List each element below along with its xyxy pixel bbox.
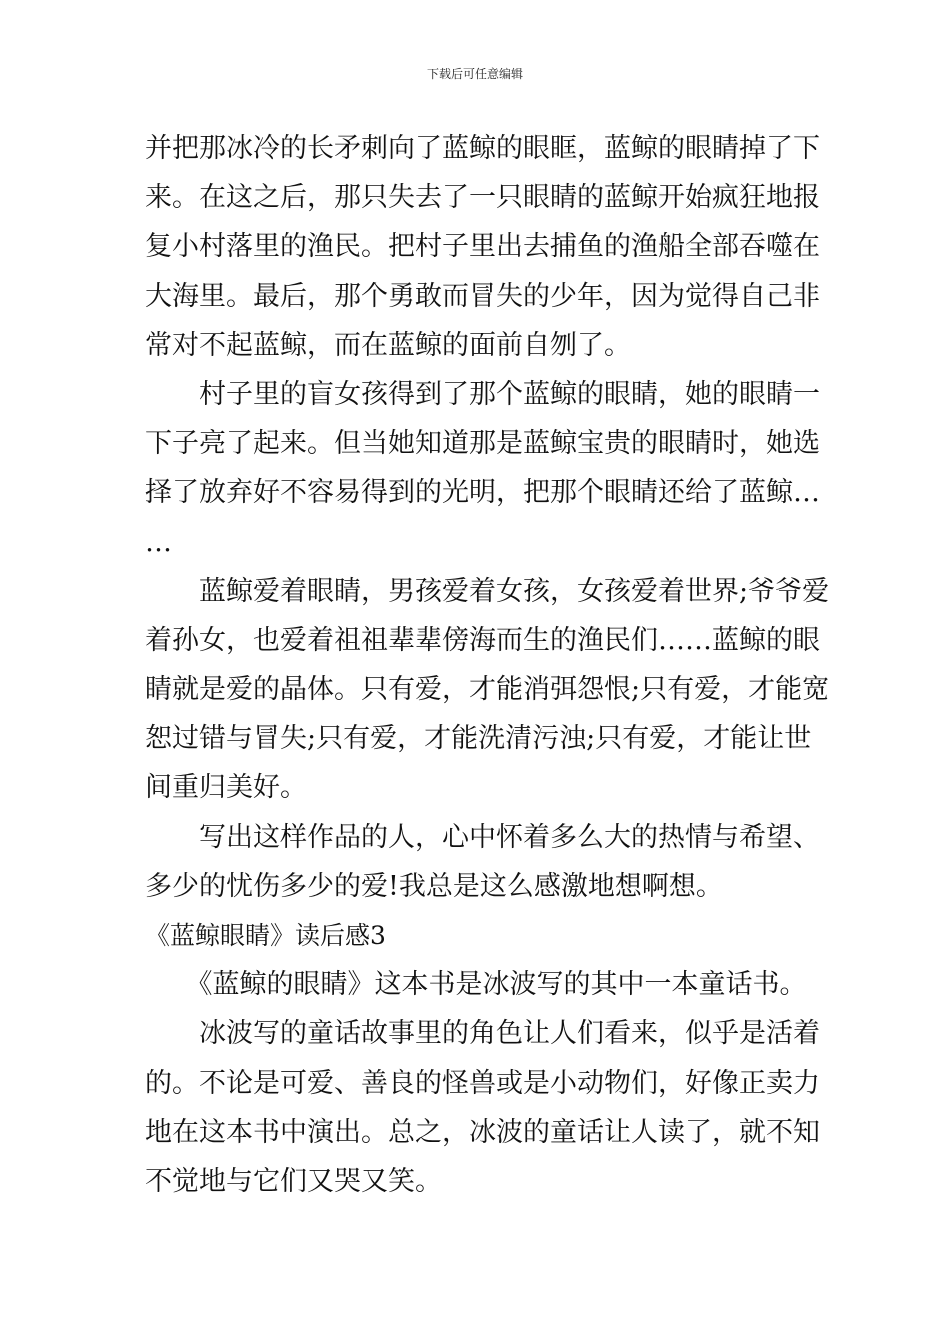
text-line: 复小村落里的渔民。把村子里出去捕鱼的渔船全部吞噬在 — [145, 231, 820, 263]
text-line: 大海里。最后，那个勇敢而冒失的少年，因为觉得自己非 — [145, 280, 820, 312]
text-line: 《蓝鲸的眼睛》这本书是冰波写的其中一本童话书。 — [145, 969, 807, 1001]
page-header: 下载后可任意编辑 — [426, 67, 523, 81]
text-line: 并把那冰冷的长矛刺向了蓝鲸的眼眶，蓝鲸的眼睛掉了下 — [145, 133, 820, 164]
text-line: 写出这样作品的人，心中怀着多么大的热情与希望、 — [145, 821, 820, 853]
text-line: 地在这本书中演出。总之，冰波的童话让人读了，就不知 — [145, 1116, 820, 1148]
text-line: 恕过错与冒失;只有爱，才能洗清污浊;只有爱，才能让世 — [145, 723, 812, 755]
text-line: … — [145, 526, 171, 558]
text-line: 来。在这之后，那只失去了一只眼睛的蓝鲸开始疯狂地报 — [145, 182, 820, 214]
text-line: 不觉地与它们又哭又笑。 — [145, 1165, 442, 1197]
section-heading: 《蓝鲸眼睛》读后感3 — [145, 921, 386, 950]
text-line: 冰波写的童话故事里的角色让人们看来，似乎是活着 — [145, 1018, 820, 1050]
text-line: 间重归美好。 — [145, 772, 307, 804]
text-line: 睛就是爱的晶体。只有爱，才能消弭怨恨;只有爱，才能宽 — [145, 674, 830, 706]
text-line: 着孙女，也爱着祖祖辈辈傍海而生的渔民们……蓝鲸的眼 — [145, 624, 820, 656]
text-line: 多少的忧伤多少的爱!我总是这么感激地想啊想。 — [145, 870, 723, 902]
text-line: 蓝鲸爱着眼睛，男孩爱着女孩，女孩爱着世界;爷爷爱 — [145, 575, 830, 607]
text-line: 择了放弃好不容易得到的光明，把那个眼睛还给了蓝鲸… — [145, 477, 820, 509]
text-line: 村子里的盲女孩得到了那个蓝鲸的眼睛，她的眼睛一 — [145, 378, 820, 410]
text-line: 下子亮了起来。但当她知道那是蓝鲸宝贵的眼睛时，她选 — [145, 428, 820, 460]
text-line: 的。不论是可爱、善良的怪兽或是小动物们，好像正卖力 — [145, 1067, 820, 1099]
text-line: 常对不起蓝鲸，而在蓝鲸的面前自刎了。 — [145, 329, 631, 361]
document-body — [145, 124, 830, 1206]
